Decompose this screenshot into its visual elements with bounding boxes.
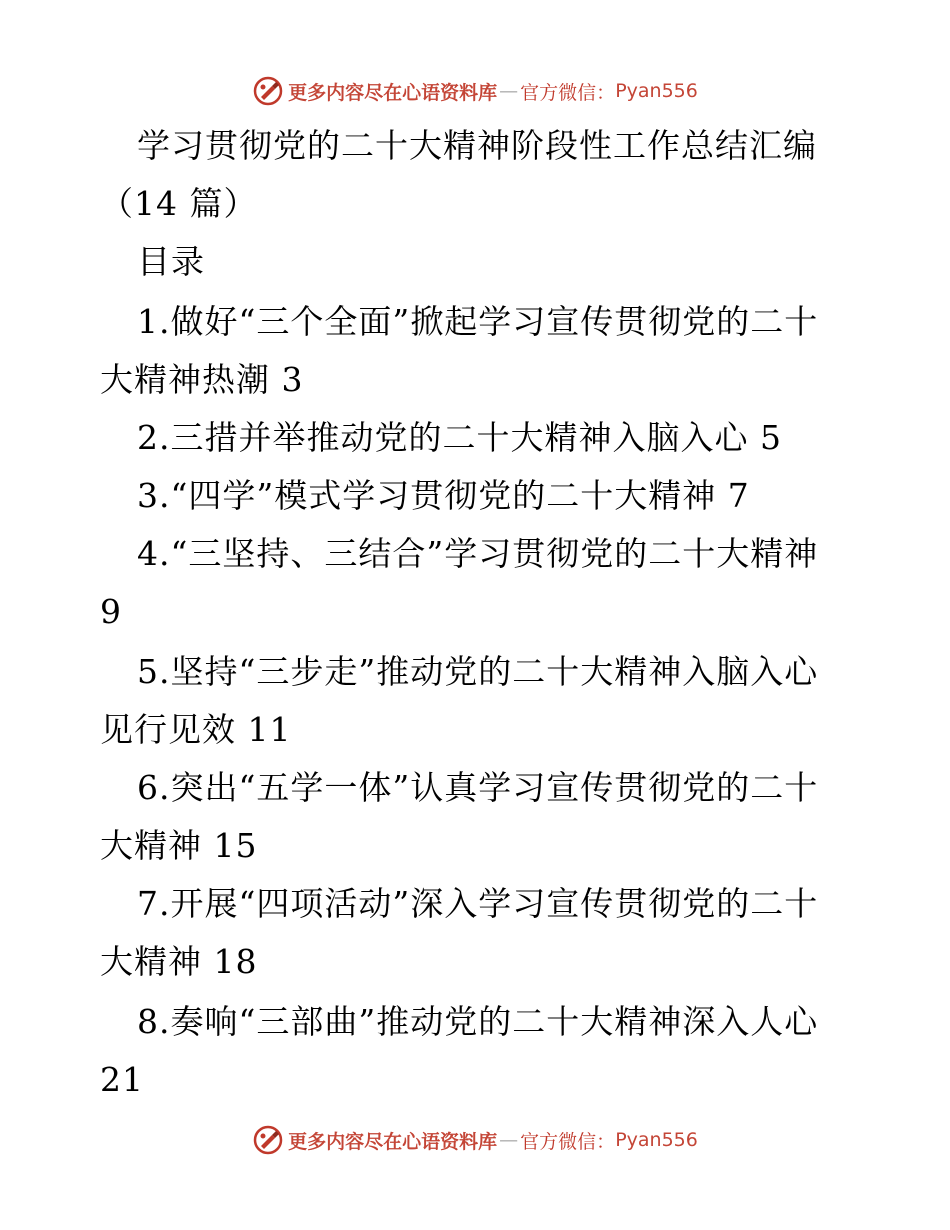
toc-item-title: 5.坚持“三步走”推动党的二十大精神入脑入心 (137, 652, 819, 691)
watermark-wechat-id: Pyan556 (615, 1129, 698, 1151)
toc-item-title-cont: 大精神热潮 3 (100, 360, 304, 399)
toc-item-title: 4.“三坚持、三结合”学习贯彻党的二十大精神 (137, 534, 819, 573)
watermark-wechat-label: 官方微信： (520, 81, 616, 104)
watermark-header (0, 71, 950, 111)
toc-item-title: 6.突出“五学一体”认真学习宣传贯彻党的二十 (137, 768, 819, 807)
watermark-separator: — (499, 80, 519, 102)
toc-heading: 目录 (137, 242, 205, 281)
toc-item-title: 2.三措并举推动党的二十大精神入脑入心 5 (137, 418, 782, 457)
toc-item-title: 1.做好“三个全面”掀起学习宣传贯彻党的二十 (137, 302, 819, 341)
toc-item-title-cont: 见行见效 11 (100, 710, 292, 749)
document-title-count: （14 篇） (100, 184, 258, 223)
watermark-separator: — (499, 1129, 519, 1151)
toc-item-title-cont: 21 (100, 1060, 144, 1099)
watermark-wechat-label: 官方微信： (520, 1130, 616, 1153)
pen-logo-icon (252, 1124, 284, 1156)
watermark-wechat-id: Pyan556 (615, 80, 698, 102)
watermark-main-text: 更多内容尽在心语资料库 (288, 81, 498, 104)
toc-item-title-cont: 9 (100, 592, 122, 631)
toc-item-title-cont: 大精神 18 (100, 942, 258, 981)
pen-logo-icon (252, 75, 284, 107)
toc-item-title: 8.奏响“三部曲”推动党的二十大精神深入人心 (137, 1002, 819, 1041)
document-title: 学习贯彻党的二十大精神阶段性工作总结汇编 (137, 126, 817, 165)
toc-item-title: 7.开展“四项活动”深入学习宣传贯彻党的二十 (137, 884, 819, 923)
watermark-footer (0, 1120, 950, 1160)
toc-item-title: 3.“四学”模式学习贯彻党的二十大精神 7 (137, 476, 750, 515)
watermark-main-text: 更多内容尽在心语资料库 (288, 1130, 498, 1153)
toc-item-title-cont: 大精神 15 (100, 826, 258, 865)
